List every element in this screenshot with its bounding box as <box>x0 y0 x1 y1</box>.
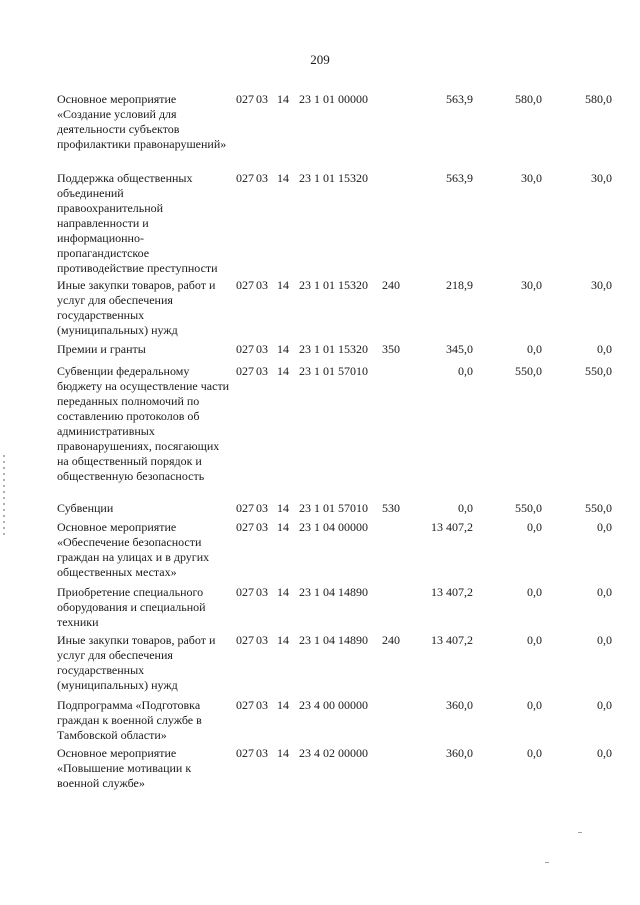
row-section-code: 03 <box>256 520 268 534</box>
row-ministry-code: 027 <box>236 364 254 378</box>
row-section-code: 03 <box>256 278 268 292</box>
row-name: Премии и гранты <box>57 342 146 356</box>
row-name: Иные закупки товаров, работ и услуг для обеспечения государственных (муниципальных) нужд <box>57 278 216 337</box>
row-section-code: 03 <box>256 746 268 760</box>
row-value-1: 360,0 <box>446 746 473 760</box>
row-subsection-code: 14 <box>277 633 289 647</box>
row-target-code: 23 1 01 15320 <box>299 278 368 292</box>
scan-dot-artifact <box>578 832 582 833</box>
row-value-2: 30,0 <box>521 278 542 292</box>
row-section-code: 03 <box>256 633 268 647</box>
row-value-1: 0,0 <box>458 501 473 515</box>
row-expense-code: 350 <box>382 342 400 356</box>
row-value-2: 0,0 <box>527 746 542 760</box>
row-target-code: 23 1 04 00000 <box>299 520 368 534</box>
row-section-code: 03 <box>256 171 268 185</box>
row-name: Основное мероприятие «Повышение мотивации к военной службе» <box>57 746 192 790</box>
row-value-3: 580,0 <box>585 92 612 106</box>
row-target-code: 23 1 01 15320 <box>299 342 368 356</box>
scan-margin-artifact <box>3 455 5 535</box>
row-subsection-code: 14 <box>277 501 289 515</box>
row-section-code: 03 <box>256 342 268 356</box>
row-name: Основное мероприятие «Создание условий для деятельности субъектов профилактики правонарушений» <box>57 92 227 151</box>
row-value-1: 563,9 <box>446 171 473 185</box>
row-value-2: 580,0 <box>515 92 542 106</box>
row-value-2: 0,0 <box>527 698 542 712</box>
row-section-code: 03 <box>256 501 268 515</box>
row-ministry-code: 027 <box>236 342 254 356</box>
row-subsection-code: 14 <box>277 278 289 292</box>
row-name: Основное мероприятие «Обеспечение безопасности граждан на улицах и в других общественных местах» <box>57 520 210 579</box>
row-expense-code: 530 <box>382 501 400 515</box>
row-subsection-code: 14 <box>277 746 289 760</box>
row-name: Подпрограмма «Подготовка граждан к военной службе в Тамбовской области» <box>57 698 202 742</box>
row-expense-code: 240 <box>382 278 400 292</box>
row-subsection-code: 14 <box>277 92 289 106</box>
row-name: Иные закупки товаров, работ и услуг для обеспечения государственных (муниципальных) нужд <box>57 633 216 692</box>
row-name: Субвенции <box>57 501 114 515</box>
page-number: 209 <box>310 52 330 67</box>
row-value-2: 0,0 <box>527 585 542 599</box>
row-value-3: 0,0 <box>597 698 612 712</box>
row-value-2: 0,0 <box>527 342 542 356</box>
row-name: Приобретение специального оборудования и специальной техники <box>57 585 206 629</box>
row-ministry-code: 027 <box>236 92 254 106</box>
row-target-code: 23 1 01 15320 <box>299 171 368 185</box>
row-target-code: 23 4 00 00000 <box>299 698 368 712</box>
row-value-3: 0,0 <box>597 633 612 647</box>
row-subsection-code: 14 <box>277 364 289 378</box>
row-ministry-code: 027 <box>236 171 254 185</box>
row-subsection-code: 14 <box>277 585 289 599</box>
row-expense-code: 240 <box>382 633 400 647</box>
row-value-1: 218,9 <box>446 278 473 292</box>
row-subsection-code: 14 <box>277 520 289 534</box>
row-value-3: 550,0 <box>585 364 612 378</box>
row-target-code: 23 1 01 00000 <box>299 92 368 106</box>
row-target-code: 23 1 04 14890 <box>299 585 368 599</box>
row-ministry-code: 027 <box>236 278 254 292</box>
row-target-code: 23 1 04 14890 <box>299 633 368 647</box>
row-value-3: 30,0 <box>591 278 612 292</box>
row-value-3: 0,0 <box>597 520 612 534</box>
row-name: Поддержка общественных объединений правоохранительной направленности и информационно-пропагандистское противодействие преступности <box>57 171 218 275</box>
row-subsection-code: 14 <box>277 342 289 356</box>
row-subsection-code: 14 <box>277 171 289 185</box>
row-ministry-code: 027 <box>236 698 254 712</box>
row-value-1: 360,0 <box>446 698 473 712</box>
row-target-code: 23 1 01 57010 <box>299 364 368 378</box>
row-value-2: 30,0 <box>521 171 542 185</box>
row-value-2: 550,0 <box>515 364 542 378</box>
row-section-code: 03 <box>256 364 268 378</box>
row-target-code: 23 1 01 57010 <box>299 501 368 515</box>
row-section-code: 03 <box>256 698 268 712</box>
row-ministry-code: 027 <box>236 520 254 534</box>
row-value-1: 13 407,2 <box>431 585 473 599</box>
row-value-3: 0,0 <box>597 746 612 760</box>
row-subsection-code: 14 <box>277 698 289 712</box>
row-value-3: 0,0 <box>597 342 612 356</box>
row-target-code: 23 4 02 00000 <box>299 746 368 760</box>
row-ministry-code: 027 <box>236 585 254 599</box>
row-section-code: 03 <box>256 92 268 106</box>
row-value-3: 30,0 <box>591 171 612 185</box>
row-value-3: 550,0 <box>585 501 612 515</box>
row-value-2: 0,0 <box>527 520 542 534</box>
row-value-1: 13 407,2 <box>431 520 473 534</box>
row-value-1: 0,0 <box>458 364 473 378</box>
row-ministry-code: 027 <box>236 501 254 515</box>
row-value-2: 550,0 <box>515 501 542 515</box>
row-ministry-code: 027 <box>236 746 254 760</box>
scan-dot-artifact <box>545 862 549 863</box>
row-value-3: 0,0 <box>597 585 612 599</box>
row-value-1: 563,9 <box>446 92 473 106</box>
row-name: Субвенции федеральному бюджету на осуществление части переданных полномочий по составлению протоколов об административных правонарушениях, посягающих на общественный порядок и общественную безопасность <box>57 364 230 483</box>
row-ministry-code: 027 <box>236 633 254 647</box>
row-section-code: 03 <box>256 585 268 599</box>
row-value-1: 345,0 <box>446 342 473 356</box>
row-value-1: 13 407,2 <box>431 633 473 647</box>
row-value-2: 0,0 <box>527 633 542 647</box>
